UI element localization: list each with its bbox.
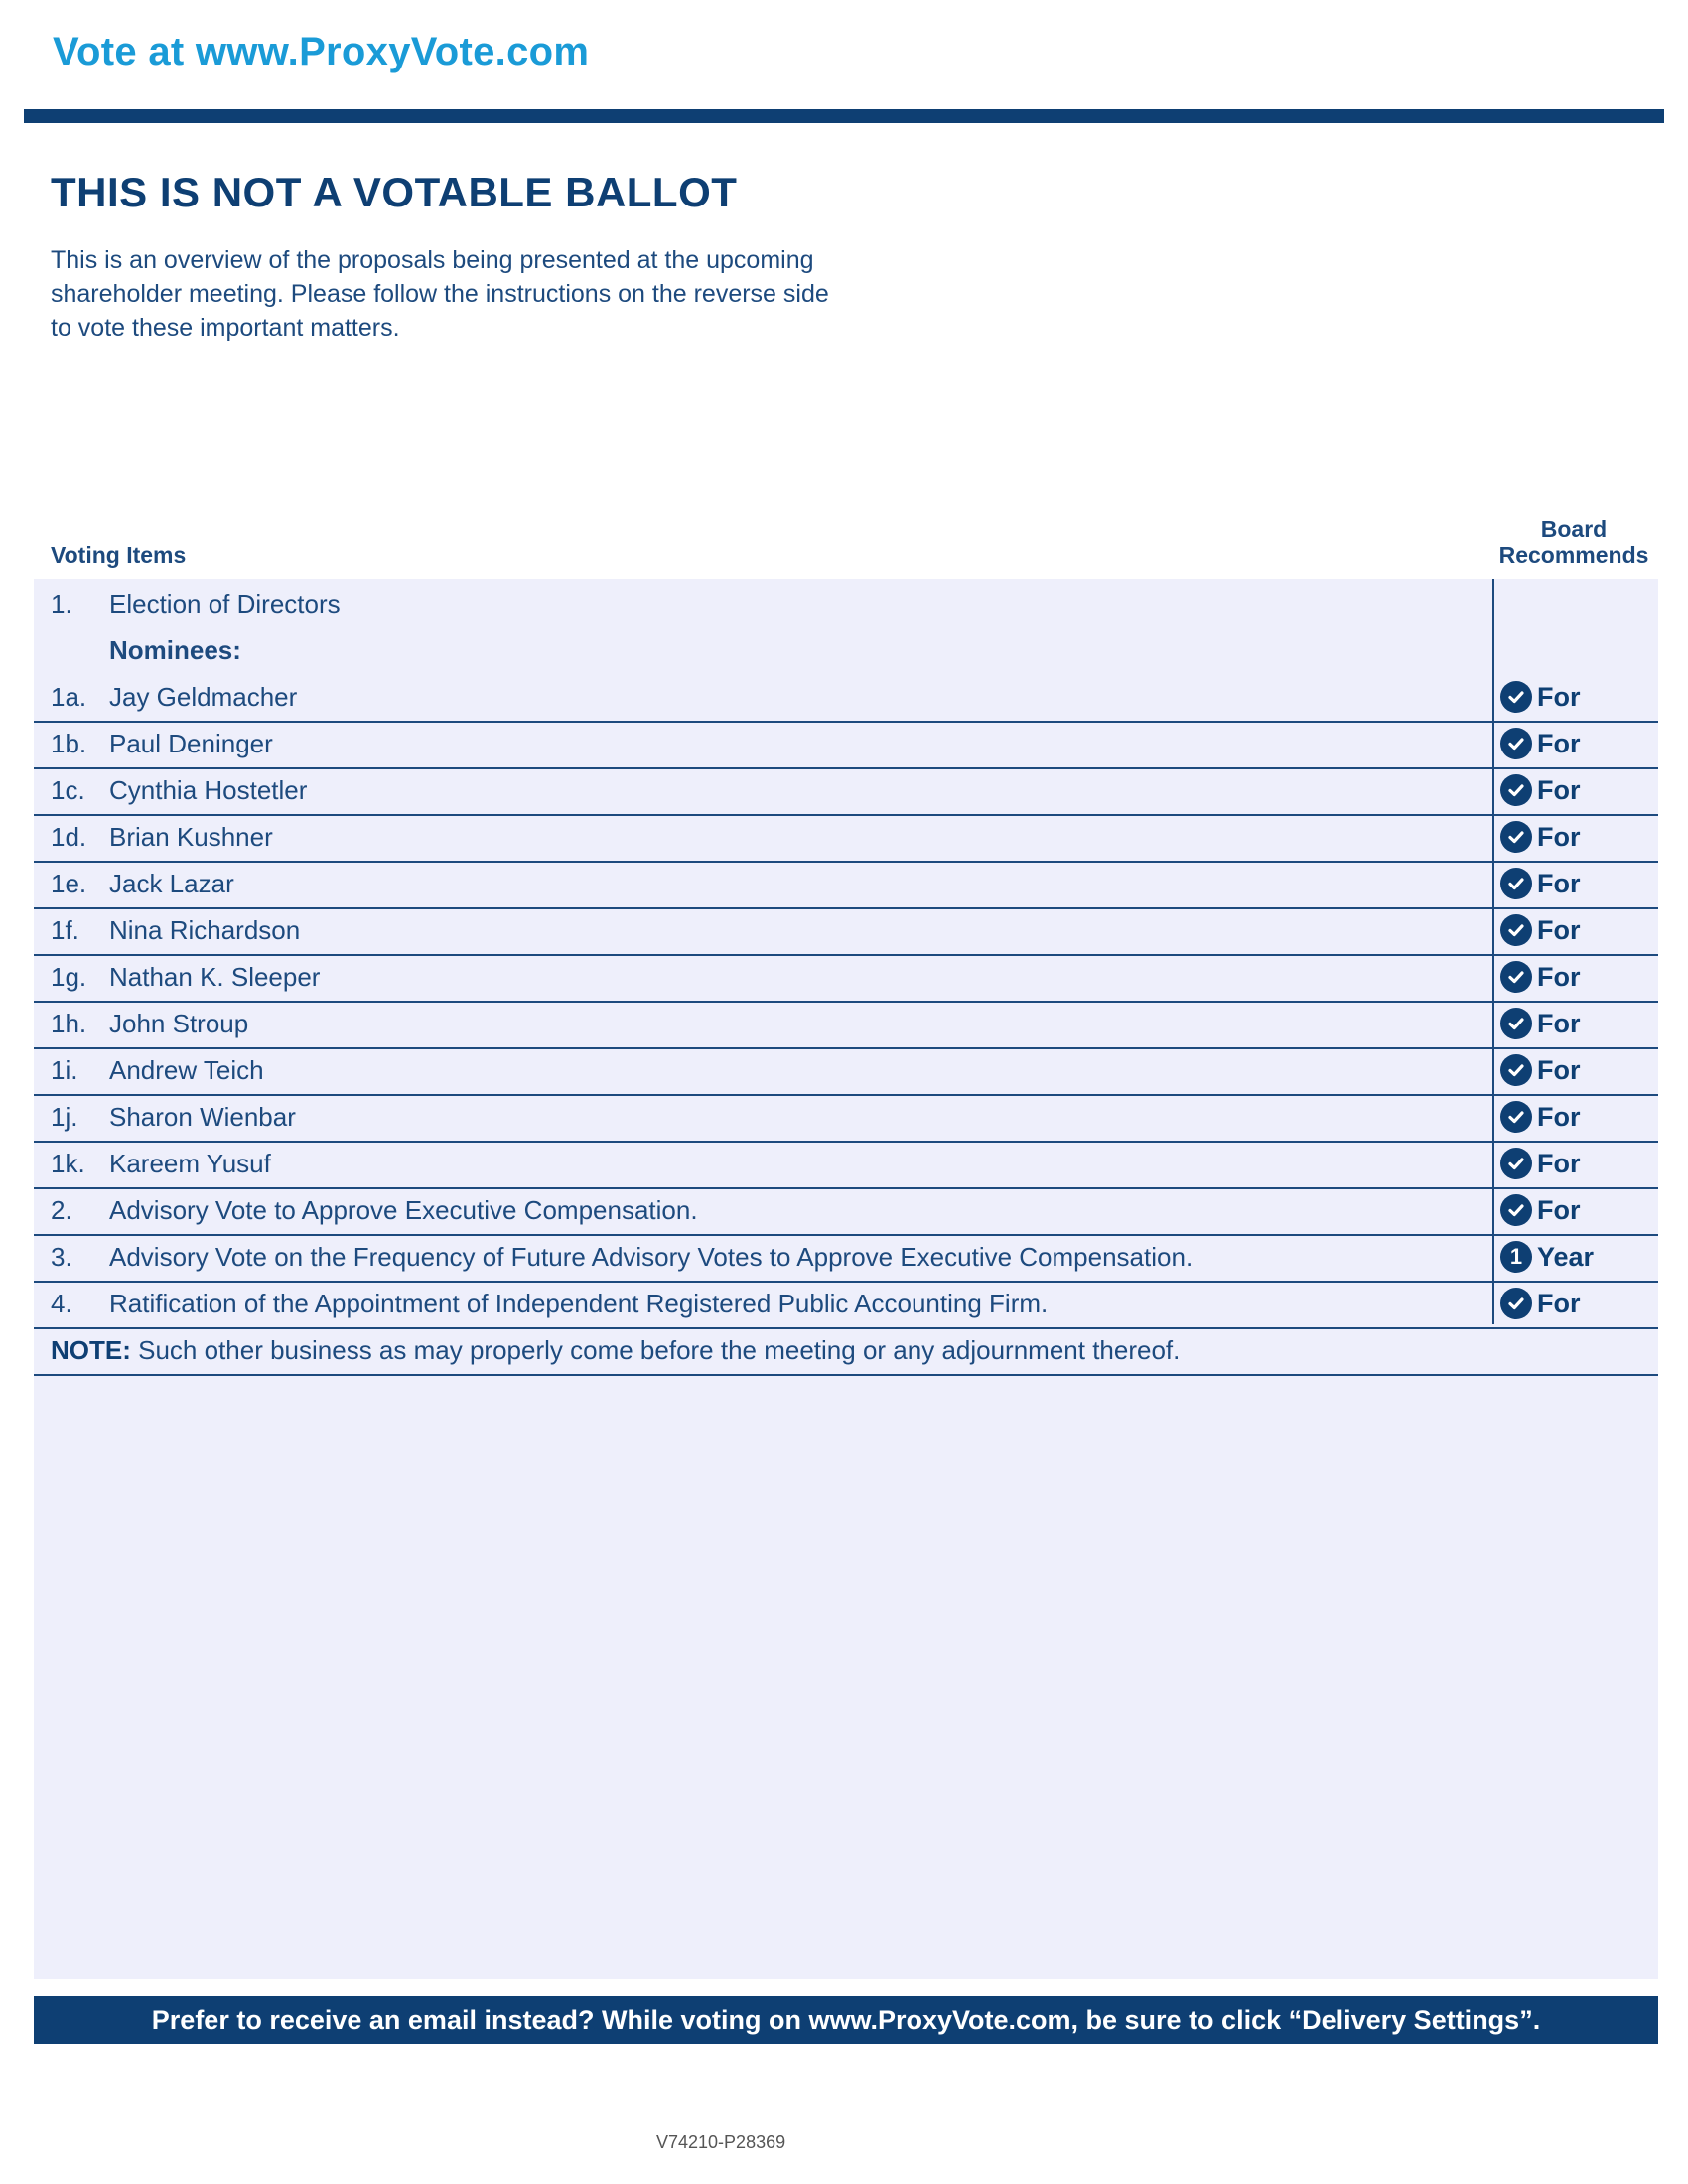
- number-one-icon: 1: [1500, 1241, 1532, 1273]
- check-circle-icon: [1500, 681, 1532, 713]
- recommendation: [1500, 1008, 1581, 1039]
- check-circle-icon: [1500, 1288, 1532, 1319]
- check-circle-icon: [1500, 868, 1532, 899]
- recommendation-text: For: [1537, 821, 1581, 852]
- nominee-name: Kareem Yusuf: [109, 1149, 271, 1178]
- note-label: NOTE:: [51, 1335, 131, 1365]
- recommendation: [1500, 914, 1581, 946]
- nominees-label: Nominees:: [109, 635, 241, 665]
- proposal-label: Advisory Vote to Approve Executive Compensation.: [109, 1195, 698, 1225]
- proposal-row: [34, 1281, 1658, 1329]
- recommendation: [1500, 1101, 1581, 1133]
- item-number: 1.: [51, 589, 72, 618]
- nominee-name: Brian Kushner: [109, 822, 273, 852]
- recommendation-text: For: [1537, 868, 1581, 898]
- item-number: 1a.: [51, 682, 87, 712]
- nominee-name: Nathan K. Sleeper: [109, 962, 321, 992]
- nominee-row: [34, 674, 1658, 723]
- item-number: 1g.: [51, 962, 87, 992]
- intro-text: This is an overview of the proposals being presented at the upcoming shareholder meeting. Please follow the instructions on the reverse side to vote these important matters.: [51, 246, 829, 341]
- check-circle-icon: [1500, 821, 1532, 853]
- item-number: 4.: [51, 1289, 72, 1318]
- item-number: 1c.: [51, 775, 85, 805]
- recommendation-text: For: [1537, 1008, 1581, 1038]
- item-number: 3.: [51, 1242, 72, 1272]
- item-number: 1e.: [51, 869, 87, 898]
- recommendation: [1500, 821, 1581, 853]
- nominee-row: [34, 954, 1658, 1003]
- item-label: Election of Directors: [109, 589, 341, 618]
- check-circle-icon: [1500, 1194, 1532, 1226]
- recommendation: [1500, 1054, 1581, 1086]
- check-circle-icon: [1500, 914, 1532, 946]
- item-number: 1d.: [51, 822, 87, 852]
- nominee-name: Jack Lazar: [109, 869, 234, 898]
- recommendation: [1500, 1194, 1581, 1226]
- board-recommends-header: [1491, 516, 1656, 568]
- nominee-row: [34, 907, 1658, 956]
- recommendation: [1500, 728, 1581, 759]
- proposal-label: Ratification of the Appointment of Independent Registered Public Accounting Firm.: [109, 1289, 1049, 1318]
- delivery-settings-banner: Prefer to receive an email instead? While voting on www.ProxyVote.com, be sure to click “Delivery Settings”.: [34, 1996, 1658, 2044]
- recommendation-text: For: [1537, 681, 1581, 712]
- note-text: Such other business as may properly come before the meeting or any adjournment thereof.: [138, 1335, 1181, 1365]
- item-number: 1h.: [51, 1009, 87, 1038]
- section-row-election: [34, 581, 1658, 627]
- item-number: 1k.: [51, 1149, 85, 1178]
- recommendation: [1500, 774, 1581, 806]
- proposal-row: [34, 1187, 1658, 1236]
- recommendation-text: For: [1537, 1054, 1581, 1085]
- nominee-row: [34, 1047, 1658, 1096]
- nominee-name: Sharon Wienbar: [109, 1102, 296, 1132]
- recommendation-text: Year: [1537, 1241, 1595, 1272]
- recommendation: [1500, 681, 1581, 713]
- header-link[interactable]: Vote at www.ProxyVote.com: [53, 30, 590, 73]
- recommendation: [1500, 1241, 1594, 1273]
- item-number: 2.: [51, 1195, 72, 1225]
- item-number: 1b.: [51, 729, 87, 758]
- document-code: V74210-P28369: [656, 2132, 786, 2152]
- recommendation-text: For: [1537, 961, 1581, 992]
- recommendation-text: For: [1537, 774, 1581, 805]
- recommendation-text: For: [1537, 1194, 1581, 1225]
- nominee-name: Andrew Teich: [109, 1055, 264, 1085]
- nominee-row: [34, 767, 1658, 816]
- check-circle-icon: [1500, 1054, 1532, 1086]
- nominee-row: [34, 1001, 1658, 1049]
- item-number: 1f.: [51, 915, 79, 945]
- check-circle-icon: [1500, 728, 1532, 759]
- page-title: THIS IS NOT A VOTABLE BALLOT: [51, 169, 738, 215]
- item-number: 1i.: [51, 1055, 78, 1085]
- nominee-name: John Stroup: [109, 1009, 249, 1038]
- recommendation-text: For: [1537, 1148, 1581, 1178]
- item-number: 1j.: [51, 1102, 78, 1132]
- nominee-name: Jay Geldmacher: [109, 682, 298, 712]
- recommendation-text: For: [1537, 728, 1581, 758]
- proposal-row: [34, 1234, 1658, 1283]
- check-circle-icon: [1500, 1008, 1532, 1039]
- board-header-line1: Board: [1540, 516, 1608, 542]
- nominee-name: Nina Richardson: [109, 915, 301, 945]
- recommendation-text: For: [1537, 914, 1581, 945]
- board-header-line2: Recommends: [1498, 542, 1649, 568]
- note-row: [34, 1327, 1658, 1376]
- nominee-row: [34, 1141, 1658, 1189]
- nominee-row: [34, 861, 1658, 909]
- recommendation: [1500, 1148, 1581, 1179]
- check-circle-icon: [1500, 774, 1532, 806]
- nominee-row: [34, 1094, 1658, 1143]
- proposal-label: Advisory Vote on the Frequency of Future Advisory Votes to Approve Executive Compensation.: [109, 1242, 1194, 1272]
- top-rule: [24, 109, 1664, 123]
- recommendation-text: For: [1537, 1101, 1581, 1132]
- recommendation: [1500, 961, 1581, 993]
- nominee-name: Cynthia Hostetler: [109, 775, 308, 805]
- nominee-row: [34, 814, 1658, 863]
- check-circle-icon: [1500, 1148, 1532, 1179]
- check-circle-icon: [1500, 1101, 1532, 1133]
- recommendation-text: For: [1537, 1288, 1581, 1318]
- nominee-name: Paul Deninger: [109, 729, 273, 758]
- nominee-row: [34, 721, 1658, 769]
- nominees-heading-row: [34, 627, 1658, 674]
- recommendation: [1500, 868, 1581, 899]
- voting-items-header: Voting Items: [51, 542, 187, 568]
- check-circle-icon: [1500, 961, 1532, 993]
- recommendation: [1500, 1288, 1581, 1319]
